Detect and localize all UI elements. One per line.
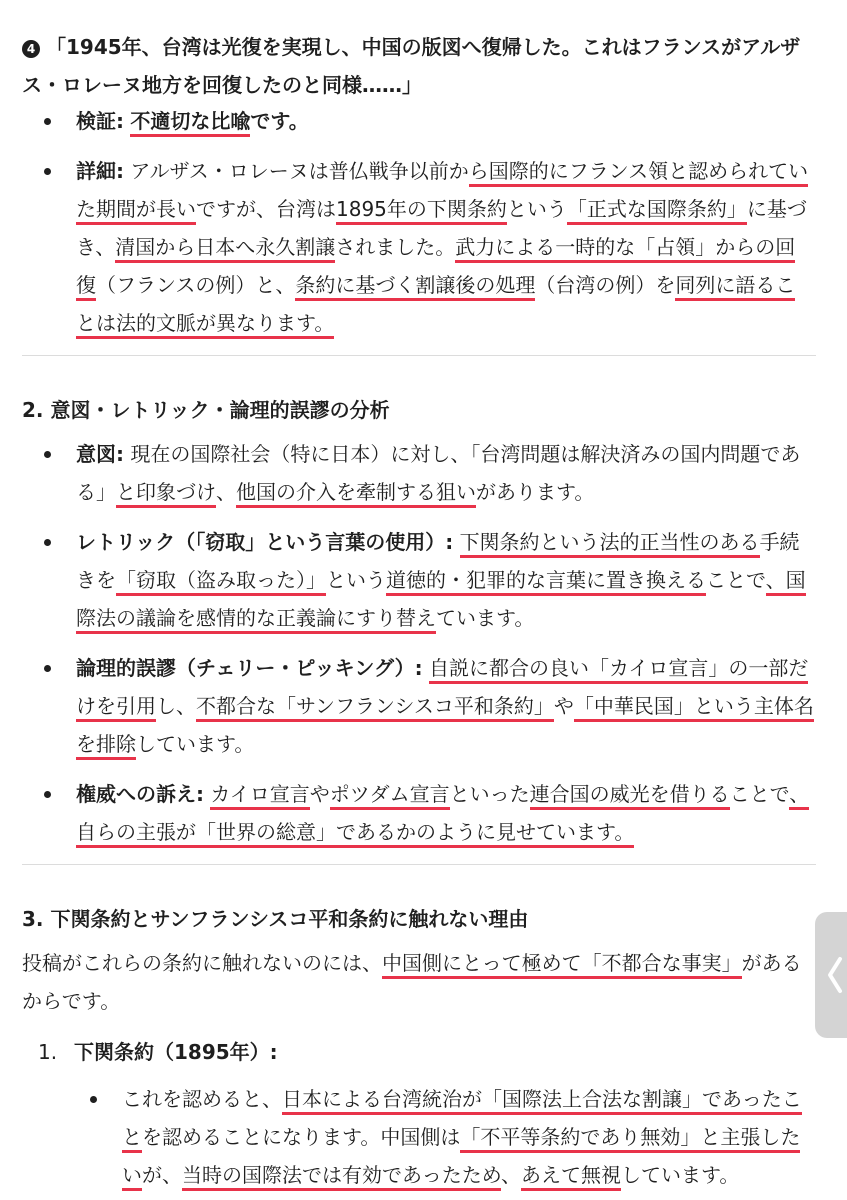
intent-label: 意図: xyxy=(76,442,124,466)
treaty-text: を認めることになります。中国側は xyxy=(142,1125,461,1149)
treaty-text: 、 xyxy=(501,1163,521,1187)
rhetoric-text: 手続きを xyxy=(76,530,800,592)
detail-underline: 同列に語ることは法的文脈が異なります。 xyxy=(76,273,795,339)
intro-text: 投稿がこれらの条約に触れないのには、 xyxy=(22,951,382,975)
intent-underline: と印象づけ xyxy=(116,480,216,508)
detail-text: に基づき、 xyxy=(76,197,807,259)
section-2-bullets xyxy=(44,435,814,851)
divider xyxy=(22,355,816,356)
list-item-intent xyxy=(44,435,814,511)
treaty-text: が、 xyxy=(142,1163,182,1187)
fallacy-underline: 自説に都合の良い xyxy=(429,656,589,684)
treaty-text: これを認めると、 xyxy=(122,1087,282,1111)
list-item-authority xyxy=(44,775,814,851)
rhetoric-underline: 道徳的・犯罪的な言葉に置き換える xyxy=(386,568,706,596)
verify-text-end: です。 xyxy=(250,109,309,133)
detail-underline: 「正式な国際条約」 xyxy=(567,197,747,225)
treaty-underline: 日本による台湾統治が「国際法上合法な割譲」であったこと xyxy=(122,1087,802,1153)
treaty-underline: 「不平等条約であり無効」と主張したい xyxy=(122,1125,800,1191)
treaty-text: しています。 xyxy=(621,1163,740,1187)
intent-underline: 他国の介入を牽制する狙い xyxy=(236,480,476,508)
list-number: 1. xyxy=(38,1040,58,1064)
rhetoric-underline: 、国際法の議論を感情的な正義論にすり替え xyxy=(76,568,806,634)
rhetoric-text: という xyxy=(326,568,386,592)
detail-underline: 武力による一時的な「占領」からの回復 xyxy=(76,235,795,301)
detail-underline: 1895年の下関条約 xyxy=(336,197,507,225)
item-4-bullets xyxy=(44,102,814,342)
authority-label: 権威への訴え: xyxy=(76,782,204,806)
rhetoric-underline: 「窃取（盗み取った）」 xyxy=(116,568,326,596)
divider xyxy=(22,864,816,865)
list-item-fallacy xyxy=(44,649,814,763)
detail-text: （台湾の例）を xyxy=(535,273,676,297)
treaty-underline: 当時の国際法では有効であったため xyxy=(182,1163,501,1191)
numbered-item-1 xyxy=(38,1034,278,1070)
detail-underline: 清国から日本へ永久割譲 xyxy=(115,235,335,263)
detail-text: されました。 xyxy=(335,235,456,259)
intent-text: 現在の国際社会（特に日本）に対し、「台湾問題は解決済みの国内問題である」 xyxy=(76,442,801,504)
verify-text-underlined: 不適切な比喩 xyxy=(130,109,250,137)
intro-underline: 中国側にとって極めて「不都合な事実」 xyxy=(382,951,742,979)
treaty-underline: あえて無視 xyxy=(521,1163,621,1191)
detail-text: アルザス・ロレーヌは普仏戦争以前か xyxy=(130,159,469,183)
section-3-sub-bullets xyxy=(90,1080,812,1194)
intro-text: があるからです。 xyxy=(22,951,802,1013)
fallacy-text: しています。 xyxy=(136,732,255,756)
rhetoric-underline: 下関条約という法的正当性のある xyxy=(460,530,760,558)
authority-text: や xyxy=(309,782,330,806)
intent-text: があります。 xyxy=(476,480,595,504)
section-3-title: 3. 下関条約とサンフランシスコ平和条約に触れない理由 xyxy=(22,907,529,931)
rhetoric-text: ことで xyxy=(706,568,766,592)
authority-text: ことで xyxy=(729,782,790,806)
authority-underline: ポツダム宣言 xyxy=(330,782,450,810)
list-item-rhetoric xyxy=(44,523,814,637)
chevron-left-icon xyxy=(824,956,846,994)
fallacy-underline: 「カイロ宣言」の一部だけを引用 xyxy=(76,656,808,722)
item-4-heading xyxy=(22,28,812,104)
verify-label: 検証: xyxy=(76,109,124,133)
fallacy-text: し、 xyxy=(156,694,196,718)
section-3-intro xyxy=(22,944,812,1020)
authority-text: といった xyxy=(449,782,530,806)
authority-underline: 連合国の威光を借りる xyxy=(530,782,730,810)
list-item-verify xyxy=(44,102,814,140)
detail-text: という xyxy=(506,197,567,221)
detail-text: ですが、台湾は xyxy=(196,197,336,221)
detail-underline: 条約に基づく割譲後の処理 xyxy=(295,273,535,301)
intent-text: 、 xyxy=(216,480,236,504)
list-item-detail xyxy=(44,152,814,342)
detail-label: 詳細: xyxy=(76,159,124,183)
detail-underline: ら国際的にフランス領と認められていた期間が長い xyxy=(76,159,808,225)
item-4-heading-text: 「1945年、台湾は光復を実現し、中国の版図へ復帰した。これはフランスがアルザス・ロレーヌ地方を回復したのと同様……」 xyxy=(22,35,801,97)
rhetoric-label: レトリック（「窃取」という言葉の使用）: xyxy=(76,530,454,554)
authority-underline: 、自らの主張が「世界の総意」であるかのように見せています。 xyxy=(76,782,809,848)
authority-underline: カイロ宣言 xyxy=(210,782,309,810)
fallacy-label: 論理的誤謬（チェリー・ピッキング）: xyxy=(76,656,423,680)
list-item-treaty xyxy=(90,1080,812,1194)
detail-text: （フランスの例）と、 xyxy=(96,273,296,297)
rhetoric-text: ています。 xyxy=(436,606,535,630)
fallacy-underline: 「中華民国」という主体名を排除 xyxy=(76,694,814,760)
section-2-title: 2. 意図・レトリック・論理的誤謬の分析 xyxy=(22,398,390,422)
item-number-badge: 4 xyxy=(22,40,40,58)
side-panel-tab[interactable] xyxy=(815,912,847,1038)
fallacy-underline: 不都合な「サンフランシスコ平和条約」 xyxy=(196,694,554,722)
list-title: 下関条約（1895年）: xyxy=(74,1040,278,1064)
fallacy-text: や xyxy=(553,694,574,718)
